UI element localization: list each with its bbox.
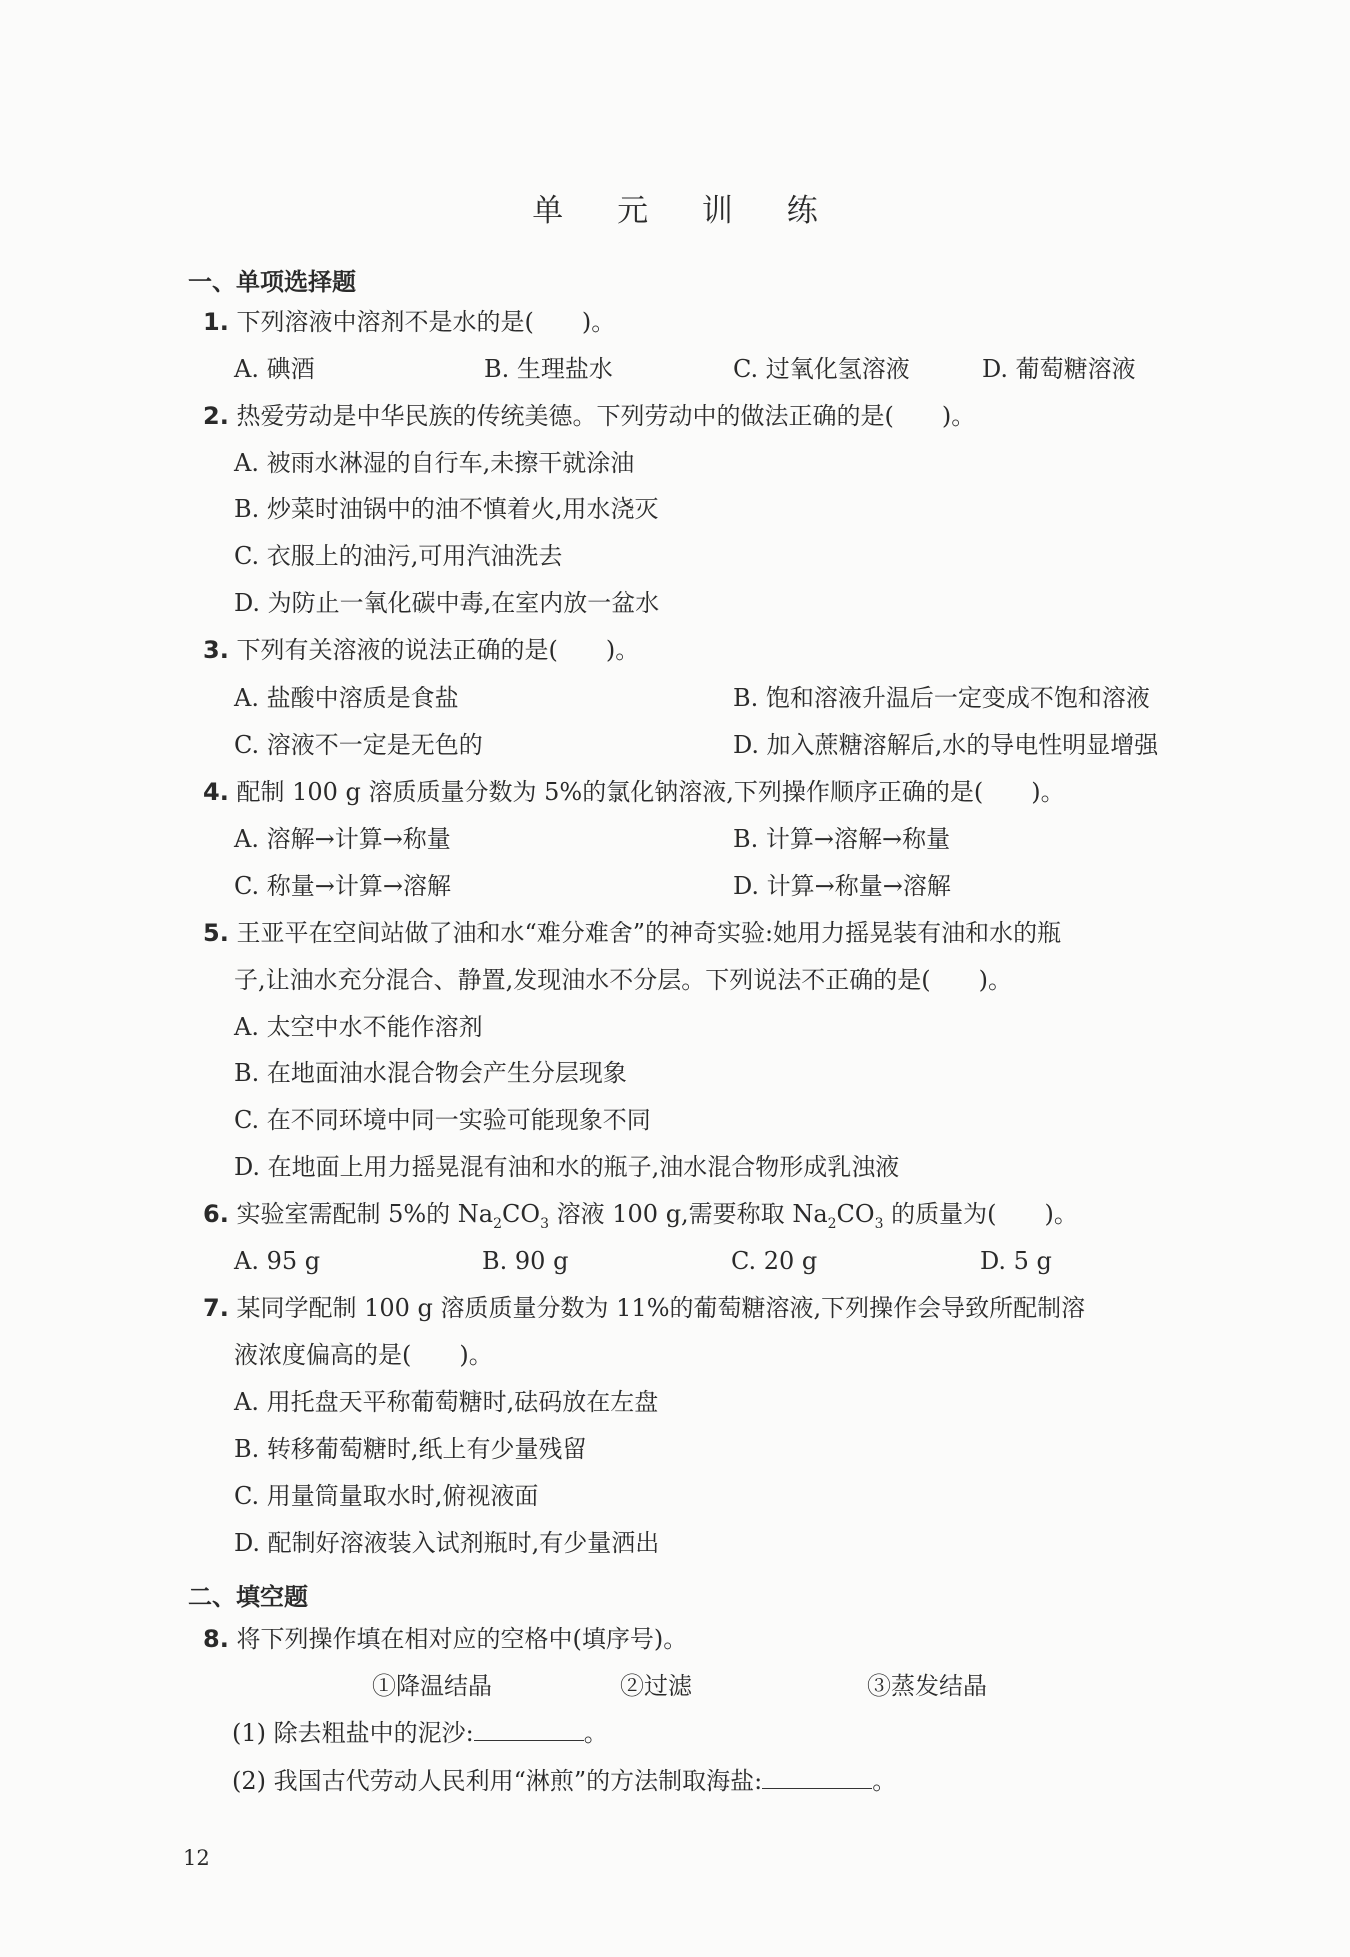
option-2b: B. 炒菜时油锅中的油不慎着火,用水浇灭 (234, 495, 659, 523)
option-1a: A. 碘酒 (234, 355, 315, 383)
sub-question-end: 。 (872, 1767, 897, 1795)
question-number: 7. (203, 1294, 229, 1322)
option-7d: D. 配制好溶液装入试剂瓶时,有少量洒出 (234, 1529, 660, 1557)
section-heading-1: 一、单项选择题 (188, 268, 356, 296)
question-text-part-e: 的质量为( )。 (883, 1200, 1078, 1228)
option-5a: A. 太空中水不能作溶剂 (234, 1013, 483, 1041)
question-7 (203, 1293, 1085, 1323)
section-heading-2: 二、填空题 (188, 1583, 308, 1611)
question-text-line1: 王亚平在空间站做了油和水“难分难舍”的神奇实验:她用力摇晃装有油和水的瓶 (236, 919, 1062, 947)
question-7-line2: 液浓度偏高的是( )。 (234, 1341, 493, 1369)
question-text-part-c: 溶液 100 g,需要称取 Na (549, 1200, 828, 1228)
question-5-line2: 子,让油水充分混合、静置,发现油水不分层。下列说法不正确的是( )。 (234, 966, 1012, 994)
subscript: 3 (874, 1215, 884, 1232)
option-2c: C. 衣服上的油污,可用汽油洗去 (234, 542, 563, 570)
question-text-line1: 某同学配制 100 g 溶质质量分数为 11%的葡萄糖溶液,下列操作会导致所配制溶 (236, 1294, 1086, 1322)
option-2d: D. 为防止一氧化碳中毒,在室内放一盆水 (234, 589, 660, 617)
question-number: 2. (203, 402, 229, 430)
question-number: 1. (203, 308, 229, 336)
question-text: 下列有关溶液的说法正确的是( )。 (236, 636, 640, 664)
question-number: 4. (203, 778, 229, 806)
option-5d: D. 在地面上用力摇晃混有油和水的瓶子,油水混合物形成乳浊液 (234, 1153, 900, 1181)
question-number: 6. (203, 1200, 229, 1228)
option-7a: A. 用托盘天平称葡萄糖时,砝码放在左盘 (234, 1388, 659, 1416)
option-6c: C. 20 g (731, 1247, 818, 1275)
option-7b: B. 转移葡萄糖时,纸上有少量残留 (234, 1435, 587, 1463)
question-text: 热爱劳动是中华民族的传统美德。下列劳动中的做法正确的是( )。 (236, 402, 976, 430)
question-2 (203, 401, 975, 431)
question-number: 8. (203, 1625, 229, 1653)
option-3b: B. 饱和溶液升温后一定变成不饱和溶液 (733, 684, 1150, 712)
option-6a: A. 95 g (234, 1247, 321, 1275)
choice-1: ①降温结晶 (372, 1672, 492, 1700)
subscript: 3 (540, 1215, 549, 1232)
option-3a: A. 盐酸中溶质是食盐 (234, 684, 459, 712)
sub-question-text: (2) 我国古代劳动人民利用“淋煎”的方法制取海盐: (232, 1767, 763, 1795)
subscript: 2 (827, 1215, 837, 1232)
option-6d: D. 5 g (980, 1247, 1052, 1275)
question-1 (203, 307, 615, 337)
option-5b: B. 在地面油水混合物会产生分层现象 (234, 1059, 627, 1087)
question-8 (203, 1624, 687, 1654)
option-4d: D. 计算→称量→溶解 (733, 872, 951, 900)
option-1c: C. 过氧化氢溶液 (733, 355, 910, 383)
question-text-part-d: CO (836, 1200, 875, 1228)
option-3d: D. 加入蔗糖溶解后,水的导电性明显增强 (733, 731, 1159, 759)
answer-blank[interactable] (762, 1766, 872, 1789)
question-text: 配制 100 g 溶质质量分数为 5%的氯化钠溶液,下列操作顺序正确的是( )。 (236, 778, 1065, 806)
page-number: 12 (183, 1846, 210, 1870)
option-6b: B. 90 g (482, 1247, 569, 1275)
question-5 (203, 918, 1061, 948)
option-4a: A. 溶解→计算→称量 (234, 825, 451, 853)
question-4 (203, 777, 1065, 807)
sub-question-1 (232, 1718, 608, 1748)
choice-3: ③蒸发结晶 (867, 1672, 987, 1700)
question-text-part-a: 实验室需配制 5%的 Na (236, 1200, 494, 1228)
option-3c: C. 溶液不一定是无色的 (234, 731, 483, 759)
option-1b: B. 生理盐水 (484, 355, 613, 383)
question-3 (203, 635, 639, 665)
option-7c: C. 用量筒量取水时,俯视液面 (234, 1482, 539, 1510)
sub-question-text: (1) 除去粗盐中的泥沙: (232, 1719, 474, 1747)
choice-2: ②过滤 (620, 1672, 692, 1700)
question-text-part-b: CO (502, 1200, 541, 1228)
answer-blank[interactable] (474, 1718, 584, 1741)
question-number: 3. (203, 636, 229, 664)
sub-question-end: 。 (583, 1719, 608, 1747)
option-4b: B. 计算→溶解→称量 (733, 825, 951, 853)
page-title: 单 元 训 练 (532, 193, 840, 229)
question-text: 将下列操作填在相对应的空格中(填序号)。 (236, 1625, 688, 1653)
option-5c: C. 在不同环境中同一实验可能现象不同 (234, 1106, 651, 1134)
question-text: 下列溶液中溶剂不是水的是( )。 (236, 308, 616, 336)
option-4c: C. 称量→计算→溶解 (234, 872, 451, 900)
question-number: 5. (203, 919, 229, 947)
option-2a: A. 被雨水淋湿的自行车,未擦干就涂油 (234, 449, 635, 477)
option-1d: D. 葡萄糖溶液 (982, 355, 1136, 383)
question-6 (203, 1199, 1078, 1239)
subscript: 2 (493, 1215, 503, 1232)
sub-question-2 (232, 1766, 896, 1796)
